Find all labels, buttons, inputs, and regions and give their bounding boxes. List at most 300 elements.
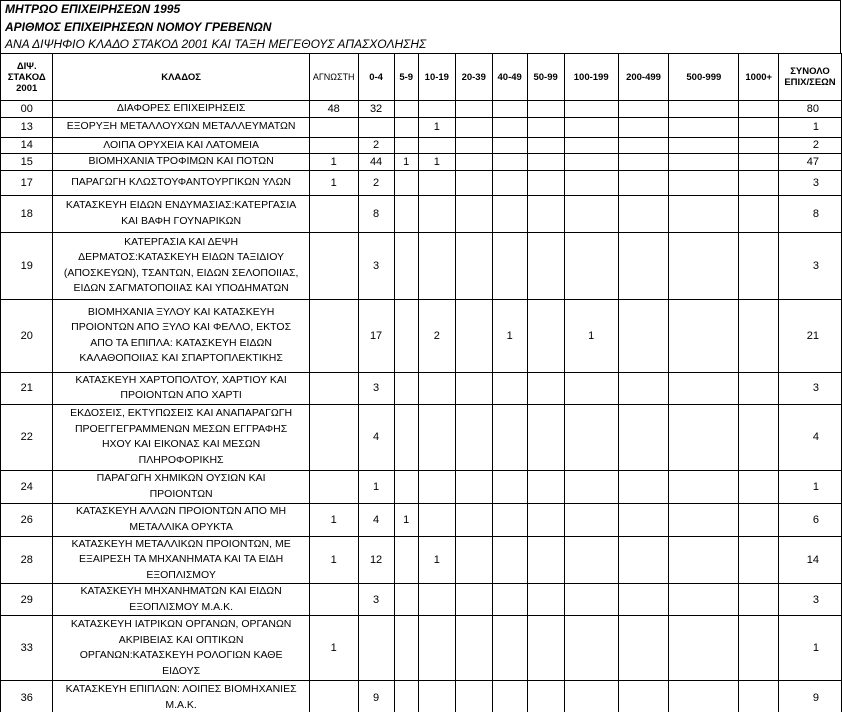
cell-s20_39: [455, 503, 492, 536]
cell-category: [53, 154, 309, 171]
cell-s10_19: [418, 404, 455, 470]
table-row: [1, 299, 842, 372]
header-200-499: 200-499: [618, 54, 668, 101]
table-row: [1, 232, 842, 299]
cell-s0_4: 4: [358, 404, 394, 470]
cell-s5_9: [394, 536, 418, 584]
cell-s0_4: 4: [358, 503, 394, 536]
table-row: [1, 681, 842, 712]
cell-s500_999: [669, 372, 739, 404]
cell-s10_19: 1: [418, 536, 455, 584]
cell-code: 24: [1, 470, 53, 503]
category-line: ΠΡΟΙΟΝΤΩΝ ΑΠΟ ΞΥΛΟ ΚΑΙ ΦΕΛΛΟ, ΕΚΤΟΣ: [71, 321, 292, 333]
cell-s10_19: [418, 616, 455, 681]
cell-s5_9: [394, 584, 418, 616]
cell-code: 19: [1, 232, 53, 299]
header-total-line1: ΣΥΝΟΛΟ: [790, 66, 830, 77]
cell-s5_9: [394, 195, 418, 232]
cell-s500_999: [669, 170, 739, 195]
cell-category: [53, 117, 309, 137]
category-line: ΠΑΡΑΓΩΓΗ ΧΗΜΙΚΩΝ ΟΥΣΙΩΝ ΚΑΙ: [96, 472, 266, 484]
cell-s100_199: [564, 232, 618, 299]
cell-unknown: 48: [309, 101, 358, 118]
cell-s10_19: [418, 101, 455, 118]
category-line: ΕΚΔΟΣΕΙΣ, ΕΚΤΥΠΩΣΕΙΣ ΚΑΙ ΑΝΑΠΑΡΑΓΩΓΗ: [70, 407, 293, 419]
cell-category: [53, 195, 309, 232]
cell-s1000: [739, 470, 779, 503]
header-code-line2: ΣΤΑΚΟΔ: [7, 71, 46, 83]
cell-total: 80: [778, 101, 841, 118]
cell-unknown: [309, 195, 358, 232]
cell-s0_4: 3: [358, 372, 394, 404]
cell-code: 29: [1, 584, 53, 616]
cell-s500_999: [669, 681, 739, 712]
cell-s1000: [739, 584, 779, 616]
category-line: ΚΑΤΕΡΓΑΣΙΑ ΚΑΙ ΔΕΨΗ: [124, 235, 239, 248]
category-line: ΚΑΤΑΣΚΕΥΗ ΜΗΧΑΝΗΜΑΤΩΝ ΚΑΙ ΕΙΔΩΝ: [80, 585, 282, 597]
table-row: [1, 404, 842, 470]
cell-s100_199: [564, 170, 618, 195]
table-row: [1, 536, 842, 584]
register-title: ΜΗΤΡΩΟ ΕΠΙΧΕΙΡΗΣΕΩΝ 1995: [0, 0, 841, 18]
table-row: [1, 154, 842, 171]
cell-s200_499: [618, 372, 668, 404]
cell-code: 00: [1, 101, 53, 118]
cell-s1000: [739, 616, 779, 681]
header-code-line3: 2001: [16, 82, 38, 94]
header-10-19: 10-19: [418, 54, 455, 101]
cell-s1000: [739, 232, 779, 299]
cell-s20_39: [455, 372, 492, 404]
table-row: [1, 470, 842, 503]
cell-total: 1: [778, 470, 841, 503]
cell-s500_999: [669, 503, 739, 536]
category-line: ΕΙΔΩΝ ΣΑΓΜΑΤΟΠΟΙΙΑΣ ΚΑΙ ΥΠΟΔΗΜΑΤΩΝ: [73, 282, 289, 294]
cell-s10_19: 1: [418, 154, 455, 171]
category-line: ΟΡΓΑΝΩΝ:ΚΑΤΑΣΚΕΥΗ ΡΟΛΟΓΙΩΝ ΚΑΘΕ: [79, 649, 283, 661]
cell-unknown: 1: [309, 503, 358, 536]
cell-s10_19: [418, 503, 455, 536]
category-line: ΕΙΔΟΥΣ: [162, 664, 201, 677]
cell-total: 2: [778, 137, 841, 154]
cell-s40_49: [492, 154, 527, 171]
cell-s40_49: [492, 372, 527, 404]
cell-s10_19: [418, 681, 455, 712]
cell-s50_99: [527, 170, 564, 195]
cell-s500_999: [669, 137, 739, 154]
category-line: ΕΞΟΠΛΙΣΜΟΥ: [146, 568, 216, 581]
category-line: ΕΞΟΡΥΞΗ ΜΕΤΑΛΛΟΥΧΩΝ ΜΕΤΑΛΛΕΥΜΑΤΩΝ: [66, 120, 296, 133]
cell-s0_4: 32: [358, 101, 394, 118]
cell-s200_499: [618, 681, 668, 712]
cell-category: [53, 536, 309, 584]
cell-s5_9: [394, 299, 418, 372]
category-line: ΒΙΟΜΗΧΑΝΙΑ ΤΡΟΦΙΜΩΝ ΚΑΙ ΠΟΤΩΝ: [88, 155, 274, 167]
cell-s50_99: [527, 101, 564, 118]
cell-s50_99: [527, 232, 564, 299]
table-row: [1, 503, 842, 536]
category-line: ΚΑΤΑΣΚΕΥΗ ΕΠΙΠΛΩΝ: ΛΟΙΠΕΣ ΒΙΟΜΗΧΑΝΙΕΣ: [65, 683, 297, 695]
category-line: ΠΡΟΙΟΝΤΩΝ ΑΠΟ ΧΑΡΤΙ: [120, 389, 242, 401]
cell-s10_19: [418, 170, 455, 195]
cell-s1000: [739, 503, 779, 536]
cell-s500_999: [669, 584, 739, 616]
cell-s5_9: [394, 404, 418, 470]
cell-s20_39: [455, 232, 492, 299]
category-line: ΠΡΟΙΟΝΤΩΝ: [149, 487, 213, 500]
cell-category: [53, 170, 309, 195]
table-row: [1, 584, 842, 616]
cell-code: 21: [1, 372, 53, 404]
cell-unknown: 1: [309, 536, 358, 584]
cell-s40_49: [492, 584, 527, 616]
cell-s50_99: [527, 299, 564, 372]
cell-category: [53, 372, 309, 404]
cell-total: 4: [778, 404, 841, 470]
cell-s500_999: [669, 536, 739, 584]
cell-s40_49: [492, 470, 527, 503]
cell-s50_99: [527, 372, 564, 404]
cell-s0_4: [358, 616, 394, 681]
cell-unknown: 1: [309, 154, 358, 171]
category-line: Μ.Α.Κ.: [165, 698, 197, 711]
cell-category: [53, 503, 309, 536]
cell-code: 14: [1, 137, 53, 154]
cell-category: [53, 470, 309, 503]
table-row: [1, 616, 842, 681]
cell-s20_39: [455, 101, 492, 118]
cell-s200_499: [618, 584, 668, 616]
cell-code: 15: [1, 154, 53, 171]
cell-s40_49: [492, 404, 527, 470]
cell-s20_39: [455, 470, 492, 503]
cell-unknown: [309, 137, 358, 154]
header-0-4: 0-4: [358, 54, 394, 101]
cell-s1000: [739, 299, 779, 372]
header-1000-plus: 1000+: [739, 54, 779, 101]
category-line: ΗΧΟΥ ΚΑΙ ΕΙΚΟΝΑΣ ΚΑΙ ΜΕΣΩΝ: [101, 438, 261, 450]
cell-s50_99: [527, 616, 564, 681]
category-line: ΠΑΡΑΓΩΓΗ ΚΛΩΣΤΟΥΦΑΝΤΟΥΡΓΙΚΩΝ ΥΛΩΝ: [71, 175, 291, 188]
cell-s50_99: [527, 681, 564, 712]
cell-s5_9: [394, 101, 418, 118]
cell-s5_9: [394, 616, 418, 681]
cell-s0_4: 2: [358, 170, 394, 195]
cell-s500_999: [669, 154, 739, 171]
category-line: ΠΛΗΡΟΦΟΡΙΚΗΣ: [138, 453, 224, 466]
cell-s100_199: [564, 404, 618, 470]
header-40-49: 40-49: [492, 54, 527, 101]
cell-unknown: [309, 404, 358, 470]
table-row: [1, 170, 842, 195]
table-row: [1, 372, 842, 404]
cell-s5_9: [394, 681, 418, 712]
cell-s100_199: [564, 372, 618, 404]
cell-s40_49: [492, 232, 527, 299]
cell-s10_19: 1: [418, 117, 455, 137]
enterprise-table: [0, 53, 842, 712]
cell-total: 3: [778, 372, 841, 404]
cell-total: 3: [778, 584, 841, 616]
cell-category: [53, 299, 309, 372]
cell-s200_499: [618, 195, 668, 232]
category-line: ΕΞΑΙΡΕΣΗ ΤΑ ΜΗΧΑΝΗΜΑΤΑ ΚΑΙ ΤΑ ΕΙΔΗ: [79, 553, 284, 565]
cell-s200_499: [618, 101, 668, 118]
cell-s200_499: [618, 117, 668, 137]
category-line: ΚΑΛΑΘΟΠΟΙΙΑΣ ΚΑΙ ΣΠΑΡΤΟΠΛΕΚΤΙΚΗΣ: [79, 352, 283, 364]
header-code: [1, 54, 53, 101]
cell-s500_999: [669, 616, 739, 681]
cell-s5_9: [394, 137, 418, 154]
category-line: ΛΟΙΠΑ ΟΡΥΧΕΙΑ ΚΑΙ ΛΑΤΟΜΕΙΑ: [103, 138, 259, 151]
cell-s5_9: [394, 117, 418, 137]
header-5-9: 5-9: [394, 54, 418, 101]
cell-s1000: [739, 536, 779, 584]
cell-s5_9: 1: [394, 503, 418, 536]
cell-s5_9: [394, 470, 418, 503]
cell-s200_499: [618, 503, 668, 536]
cell-total: 14: [778, 536, 841, 584]
category-line: ΒΙΟΜΗΧΑΝΙΑ ΞΥΛΟΥ ΚΑΙ ΚΑΤΑΣΚΕΥΗ: [87, 305, 275, 318]
table-row: [1, 195, 842, 232]
cell-unknown: 1: [309, 616, 358, 681]
cell-category: [53, 404, 309, 470]
cell-s50_99: [527, 536, 564, 584]
cell-s10_19: 2: [418, 299, 455, 372]
header-20-39: 20-39: [455, 54, 492, 101]
cell-s0_4: 3: [358, 584, 394, 616]
category-line: ΚΑΙ ΒΑΦΗ ΓΟΥΝΑΡΙΚΩΝ: [121, 214, 242, 227]
category-line: ΚΑΤΑΣΚΕΥΗ ΕΙΔΩΝ ΕΝΔΥΜΑΣΙΑΣ:ΚΑΤΕΡΓΑΣΙΑ: [65, 199, 297, 211]
header-unknown: ΑΓΝΩΣΤΗ: [309, 54, 358, 101]
table-row: [1, 117, 842, 137]
cell-s50_99: [527, 470, 564, 503]
cell-total: 21: [778, 299, 841, 372]
cell-s500_999: [669, 404, 739, 470]
cell-unknown: [309, 299, 358, 372]
cell-s100_199: [564, 536, 618, 584]
cell-s1000: [739, 101, 779, 118]
cell-category: [53, 681, 309, 712]
cell-s500_999: [669, 101, 739, 118]
cell-s40_49: [492, 681, 527, 712]
cell-category: [53, 584, 309, 616]
cell-code: 18: [1, 195, 53, 232]
category-line: ΔΕΡΜΑΤΟΣ:ΚΑΤΑΣΚΕΥΗ ΕΙΔΩΝ ΤΑΞΙΔΙΟΥ: [78, 251, 285, 263]
category-line: ΕΞΟΠΛΙΣΜΟΥ Μ.Α.Κ.: [129, 600, 233, 613]
cell-s1000: [739, 681, 779, 712]
cell-s1000: [739, 404, 779, 470]
cell-s100_199: 1: [564, 299, 618, 372]
cell-s100_199: [564, 101, 618, 118]
cell-unknown: 1: [309, 170, 358, 195]
cell-s0_4: 8: [358, 195, 394, 232]
title-block: [0, 0, 841, 53]
category-line: (ΑΠΟΣΚΕΥΩΝ), ΤΣΑΝΤΩΝ, ΕΙΔΩΝ ΣΕΛΟΠΟΙΙΑΣ,: [63, 266, 299, 279]
cell-s20_39: [455, 299, 492, 372]
category-line: ΠΡΟΕΓΓΕΓΡΑΜΜΕΝΩΝ ΜΕΣΩΝ ΕΓΓΡΑΦΗΣ: [74, 422, 288, 435]
cell-s100_199: [564, 681, 618, 712]
cell-s100_199: [564, 195, 618, 232]
cell-s5_9: 1: [394, 154, 418, 171]
cell-s20_39: [455, 170, 492, 195]
table-row: [1, 101, 842, 118]
table-body: [1, 101, 842, 712]
cell-total: 6: [778, 503, 841, 536]
category-line: ΚΑΤΑΣΚΕΥΗ ΧΑΡΤΟΠΟΛΤΟΥ, ΧΑΡΤΙΟΥ ΚΑΙ: [75, 373, 287, 386]
cell-s200_499: [618, 404, 668, 470]
cell-total: 3: [778, 232, 841, 299]
cell-unknown: [309, 681, 358, 712]
cell-s50_99: [527, 195, 564, 232]
cell-s50_99: [527, 503, 564, 536]
cell-unknown: [309, 117, 358, 137]
cell-code: 20: [1, 299, 53, 372]
cell-s10_19: [418, 584, 455, 616]
cell-s1000: [739, 170, 779, 195]
cell-s40_49: [492, 101, 527, 118]
cell-s40_49: [492, 137, 527, 154]
cell-s5_9: [394, 170, 418, 195]
cell-s100_199: [564, 154, 618, 171]
cell-code: 36: [1, 681, 53, 712]
category-line: ΚΑΤΑΣΚΕΥΗ ΙΑΤΡΙΚΩΝ ΟΡΓΑΝΩΝ, ΟΡΓΑΝΩΝ: [70, 618, 292, 630]
cell-total: 47: [778, 154, 841, 171]
cell-s10_19: [418, 470, 455, 503]
cell-s100_199: [564, 117, 618, 137]
header-row: [1, 54, 842, 101]
cell-code: 13: [1, 117, 53, 137]
cell-s50_99: [527, 404, 564, 470]
cell-s20_39: [455, 154, 492, 171]
cell-s1000: [739, 372, 779, 404]
cell-s200_499: [618, 470, 668, 503]
header-category: ΚΛΑΔΟΣ: [53, 54, 309, 101]
cell-total: 1: [778, 616, 841, 681]
cell-s5_9: [394, 232, 418, 299]
cell-s5_9: [394, 372, 418, 404]
cell-s50_99: [527, 117, 564, 137]
cell-category: [53, 137, 309, 154]
cell-s100_199: [564, 503, 618, 536]
cell-s200_499: [618, 616, 668, 681]
cell-s500_999: [669, 195, 739, 232]
cell-s0_4: 17: [358, 299, 394, 372]
table-row: [1, 137, 842, 154]
cell-s0_4: 9: [358, 681, 394, 712]
cell-unknown: [309, 470, 358, 503]
cell-s100_199: [564, 584, 618, 616]
cell-s10_19: [418, 232, 455, 299]
cell-s0_4: [358, 117, 394, 137]
cell-s500_999: [669, 470, 739, 503]
cell-code: 22: [1, 404, 53, 470]
header-total-line2: ΕΠΙΧ/ΣΕΩΝ: [784, 77, 836, 88]
cell-s40_49: [492, 536, 527, 584]
cell-s1000: [739, 117, 779, 137]
cell-s40_49: [492, 503, 527, 536]
cell-unknown: [309, 372, 358, 404]
header-500-999: 500-999: [669, 54, 739, 101]
cell-code: 28: [1, 536, 53, 584]
cell-category: [53, 616, 309, 681]
cell-s20_39: [455, 195, 492, 232]
cell-category: [53, 101, 309, 118]
cell-s100_199: [564, 470, 618, 503]
cell-s40_49: [492, 170, 527, 195]
category-line: ΜΕΤΑΛΛΙΚΑ ΟΡΥΚΤΑ: [129, 520, 233, 533]
cell-s20_39: [455, 404, 492, 470]
cell-s200_499: [618, 536, 668, 584]
cell-s20_39: [455, 681, 492, 712]
cell-s20_39: [455, 616, 492, 681]
cell-s40_49: [492, 117, 527, 137]
cell-s500_999: [669, 299, 739, 372]
cell-s40_49: [492, 616, 527, 681]
cell-total: 9: [778, 681, 841, 712]
cell-code: 26: [1, 503, 53, 536]
cell-s0_4: 44: [358, 154, 394, 171]
cell-s100_199: [564, 137, 618, 154]
cell-s200_499: [618, 137, 668, 154]
header-total: [778, 54, 841, 101]
cell-total: 3: [778, 170, 841, 195]
cell-s1000: [739, 195, 779, 232]
cell-s50_99: [527, 137, 564, 154]
cell-s0_4: 1: [358, 470, 394, 503]
cell-s20_39: [455, 137, 492, 154]
cell-s10_19: [418, 372, 455, 404]
cell-s20_39: [455, 536, 492, 584]
cell-s200_499: [618, 232, 668, 299]
cell-s0_4: 2: [358, 137, 394, 154]
table-subtitle: ΑΝΑ ΔΙΨΗΦΙΟ ΚΛΑΔΟ ΣΤΑΚΟΔ 2001 ΚΑΙ ΤΑΞΗ ΜΕΓΕΘΟΥΣ ΑΠΑΣΧΟΛΗΣΗΣ: [0, 36, 841, 53]
table-title: ΑΡΙΘΜΟΣ ΕΠΙΧΕΙΡΗΣΕΩΝ ΝΟΜΟΥ ΓΡΕΒΕΝΩΝ: [0, 18, 841, 36]
cell-s0_4: 12: [358, 536, 394, 584]
header-50-99: 50-99: [527, 54, 564, 101]
cell-s200_499: [618, 170, 668, 195]
cell-s0_4: 3: [358, 232, 394, 299]
cell-s40_49: [492, 195, 527, 232]
cell-code: 17: [1, 170, 53, 195]
cell-total: 1: [778, 117, 841, 137]
cell-code: 33: [1, 616, 53, 681]
cell-s20_39: [455, 117, 492, 137]
category-line: ΚΑΤΑΣΚΕΥΗ ΑΛΛΩΝ ΠΡΟΙΟΝΤΩΝ ΑΠΟ ΜΗ: [76, 505, 287, 517]
cell-s50_99: [527, 584, 564, 616]
cell-s500_999: [669, 117, 739, 137]
cell-s200_499: [618, 154, 668, 171]
cell-s10_19: [418, 195, 455, 232]
header-100-199: 100-199: [564, 54, 618, 101]
cell-category: [53, 232, 309, 299]
cell-s10_19: [418, 137, 455, 154]
category-line: ΔΙΑΦΟΡΕΣ ΕΠΙΧΕΙΡΗΣΕΙΣ: [116, 102, 246, 114]
header-code-line1: ΔΙΨ.: [16, 60, 37, 72]
cell-unknown: [309, 232, 358, 299]
cell-s50_99: [527, 154, 564, 171]
category-line: ΑΚΡΙΒΕΙΑΣ ΚΑΙ ΟΠΤΙΚΩΝ: [118, 633, 244, 646]
cell-unknown: [309, 584, 358, 616]
category-line: ΚΑΤΑΣΚΕΥΗ ΜΕΤΑΛΛΙΚΩΝ ΠΡΟΙΟΝΤΩΝ, ΜΕ: [71, 537, 291, 550]
category-line: ΑΠΟ ΤΑ ΕΠΙΠΛΑ: ΚΑΤΑΣΚΕΥΗ ΕΙΔΩΝ: [90, 336, 272, 349]
cell-s500_999: [669, 232, 739, 299]
cell-total: 8: [778, 195, 841, 232]
cell-s20_39: [455, 584, 492, 616]
cell-s200_499: [618, 299, 668, 372]
cell-s100_199: [564, 616, 618, 681]
cell-s40_49: 1: [492, 299, 527, 372]
